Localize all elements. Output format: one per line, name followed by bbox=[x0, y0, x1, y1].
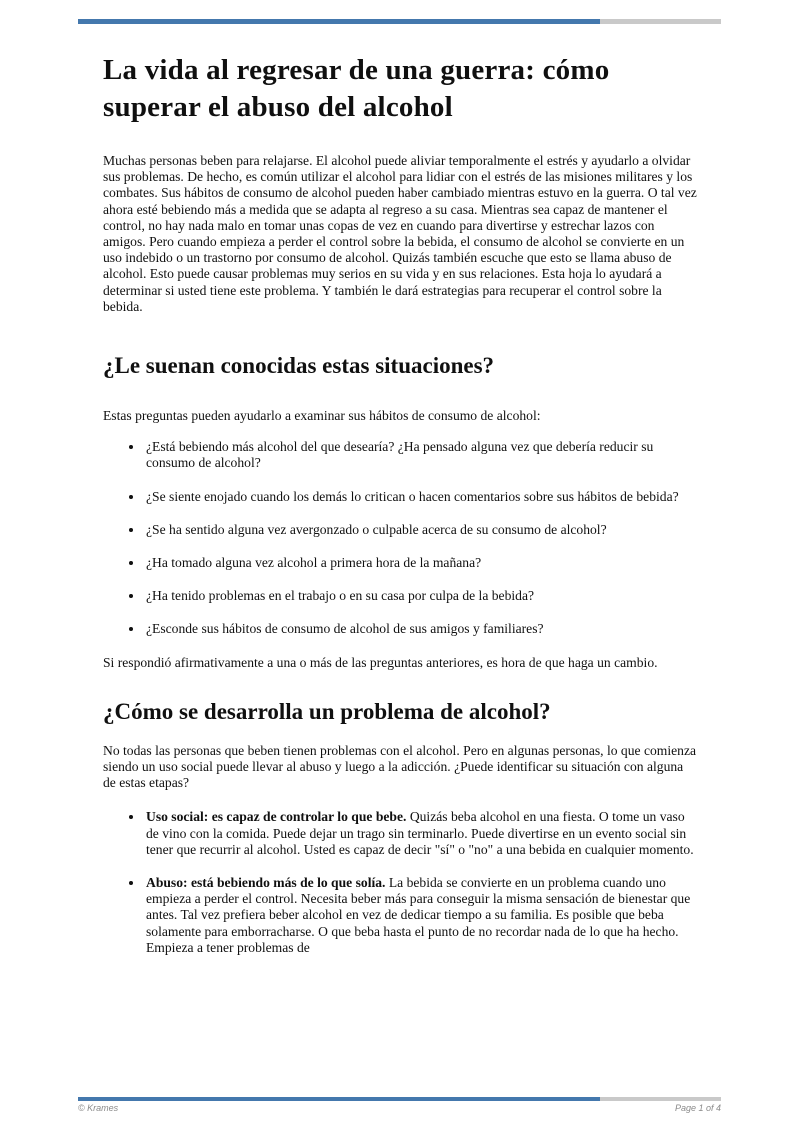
stage-text: La bebida se convierte en un problema cuando uno empieza a perder el control. Necesita beber más para conseguir la misma sensación de bienestar que antes. Tal vez prefiera beber alcohol en vez de dedicar tiempo a su familia. Es posible que beba solamente para emborracharse. O que beba hasta el punto de no recordar nada de lo que ha hecho. Empieza a tener problemas de bbox=[146, 875, 691, 955]
list-item: • ¿Se siente enojado cuando los demás lo critican o hacen comentarios sobre sus hábitos de bebida? bbox=[144, 489, 697, 505]
header-rule-blue-segment bbox=[78, 19, 600, 24]
list-item: • ¿Se ha sentido alguna vez avergonzado o culpable acerca de su consumo de alcohol? bbox=[144, 522, 697, 538]
list-item: • ¿Esconde sus hábitos de consumo de alcohol de sus amigos y familiares? bbox=[144, 621, 697, 637]
footer-page-number: Page 1 of 4 bbox=[674, 1103, 721, 1113]
list-item bbox=[144, 809, 697, 858]
list-item: • ¿Está bebiendo más alcohol del que desearía? ¿Ha pensado alguna vez que debería reducir su consumo de alcohol? bbox=[144, 439, 697, 471]
footer-rule-blue-segment bbox=[78, 1097, 600, 1101]
stage-label: Abuso: está bebiendo más de lo que solía. bbox=[146, 875, 386, 891]
stages-bullet-list bbox=[103, 809, 697, 956]
document-body bbox=[103, 52, 697, 973]
section-heading-situaciones: ¿Le suenan conocidas estas situaciones? bbox=[103, 353, 495, 379]
stage-label: Uso social: es capaz de controlar lo que bebe. bbox=[146, 809, 407, 825]
stage-text: Quizás beba alcohol en una fiesta. O tome un vaso de vino con la comida. Puede dejar un trago sin terminarlo. Puede divertirse en un evento social sin tener que recurrir al alcohol. Usted es capaz de decir "sí" o "no" a una bebida en cualquier momento. bbox=[146, 809, 694, 857]
closing-paragraph: Si respondió afirmativamente a una o más de las preguntas anteriores, es hora de que haga un cambio. bbox=[103, 654, 658, 670]
list-item: • ¿Ha tomado alguna vez alcohol a primera hora de la mañana? bbox=[144, 555, 697, 571]
footer-rule bbox=[78, 1097, 721, 1101]
page-footer bbox=[78, 1103, 721, 1113]
list-item bbox=[144, 875, 697, 956]
section-heading-problema: ¿Cómo se desarrolla un problema de alcohol? bbox=[103, 698, 551, 724]
section-lead-situaciones: Estas preguntas pueden ayudarlo a examinar sus hábitos de consumo de alcohol: bbox=[103, 408, 541, 424]
page-title: La vida al regresar de una guerra: cómo superar el abuso del alcohol bbox=[103, 54, 610, 123]
intro-paragraph: Muchas personas beben para relajarse. El alcohol puede aliviar temporalmente el estrés y ayudarlo a olvidar sus problemas. De hecho, es común utilizar el alcohol para lidiar con el estrés de las misiones militares y los combates. Sus hábitos de consumo de alcohol pueden haber cambiado mientras estuvo en la guerra. O tal vez ahora esté bebiendo más a medida que se adapta al regreso a su casa. Mientras sea capaz de mantener el control, no hay nada malo en tomar unas copas de vez en cuando para divertirse y estrechar lazos con amigos. Pero cuando empieza a perder el control sobre la bebida, el consumo de alcohol se convierte en un uso indebido o un trastorno por consumo de alcohol. Quizás también escuche que esto se llama abuso de alcohol. Esto puede causar problemas muy serios en su vida y en sus relaciones. Esta hoja lo ayudará a determinar si usted tiene este problema. Y también le dará estrategias para recuperar el control sobre la bebida. bbox=[103, 153, 697, 314]
footer-copyright: © Krames bbox=[78, 1103, 119, 1113]
list-item: • ¿Ha tenido problemas en el trabajo o en su casa por culpa de la bebida? bbox=[144, 588, 697, 604]
header-rule bbox=[78, 19, 721, 24]
questions-bullet-list bbox=[103, 439, 697, 637]
section-lead-problema: No todas las personas que beben tienen problemas con el alcohol. Pero en algunas personas, lo que comienza siendo un uso social puede llevar al abuso y luego a la adicción. ¿Puede identificar su situación con alguna de estas etapas? bbox=[103, 742, 697, 791]
